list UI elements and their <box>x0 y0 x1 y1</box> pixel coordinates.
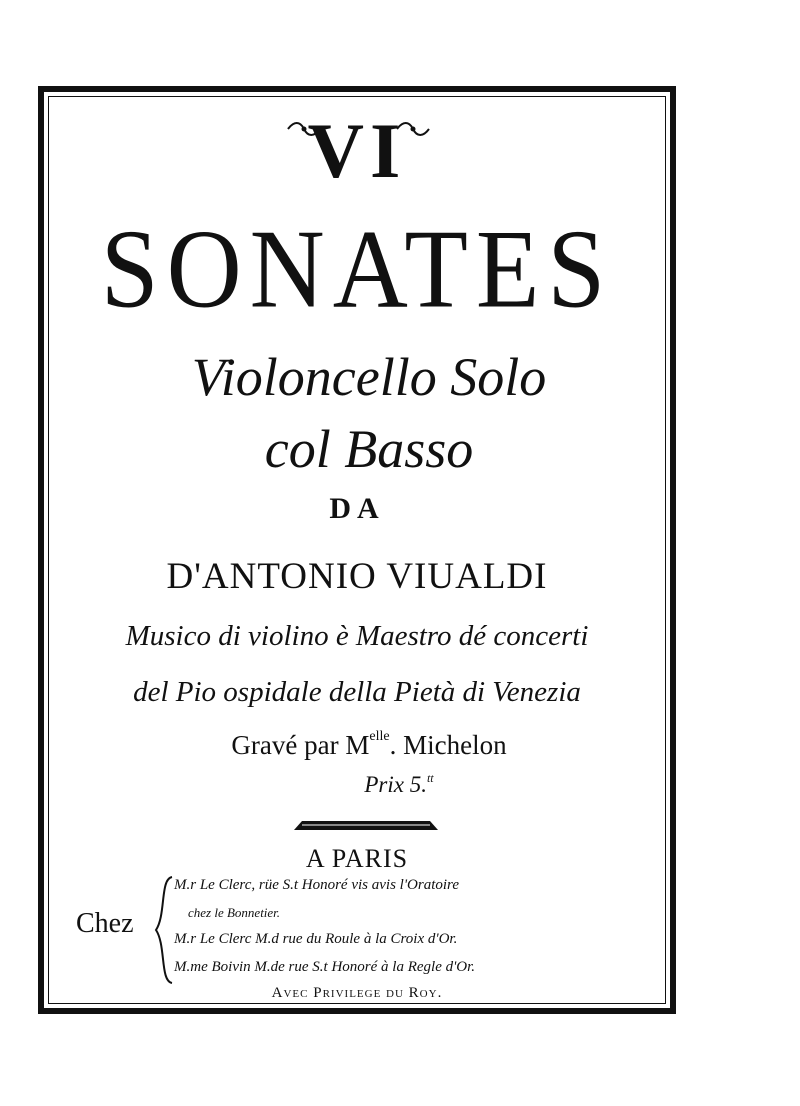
main-title: SONATES <box>100 207 614 332</box>
subtitle-instrument: Violoncello Solo <box>191 347 547 407</box>
composer-name: D'ANTONIO VIUALDI <box>166 556 548 597</box>
da-label: DA <box>329 492 385 525</box>
engraver-credit <box>60 730 678 759</box>
address-line-3: M.r Le Clerc M.d rue du Roule à la Croix d'Or. <box>174 931 458 947</box>
composer-description-line2: del Pio ospidale della Pietà di Venezia <box>133 676 581 708</box>
price-label: Prix 5. <box>364 772 427 797</box>
price-sup: tt <box>426 771 434 785</box>
engraver-sup: elle <box>369 729 390 744</box>
address-line-2: chez le Bonnetier. <box>188 905 281 920</box>
curly-brace-icon <box>152 875 176 985</box>
subtitle-basso: col Basso <box>264 419 474 479</box>
royal-privilege: Avec Privilege du Roy. <box>271 985 443 1001</box>
chez-label: Chez <box>76 908 134 939</box>
roman-numeral: VI <box>307 107 407 194</box>
composer-description-line1: Musico di violino è Maestro dé concerti <box>125 620 589 652</box>
price <box>90 772 708 796</box>
decorative-rule <box>292 818 440 832</box>
engraver-name: . Michelon <box>389 730 507 760</box>
address-line-1: M.r Le Clerc, rüe S.t Honoré vis avis l'Oratoire <box>174 877 459 893</box>
city: A PARIS <box>305 844 409 873</box>
address-line-4: M.me Boivin M.de rue S.t Honoré à la Regle d'Or. <box>174 959 476 975</box>
engraver-prefix: Gravé par M <box>231 730 370 760</box>
